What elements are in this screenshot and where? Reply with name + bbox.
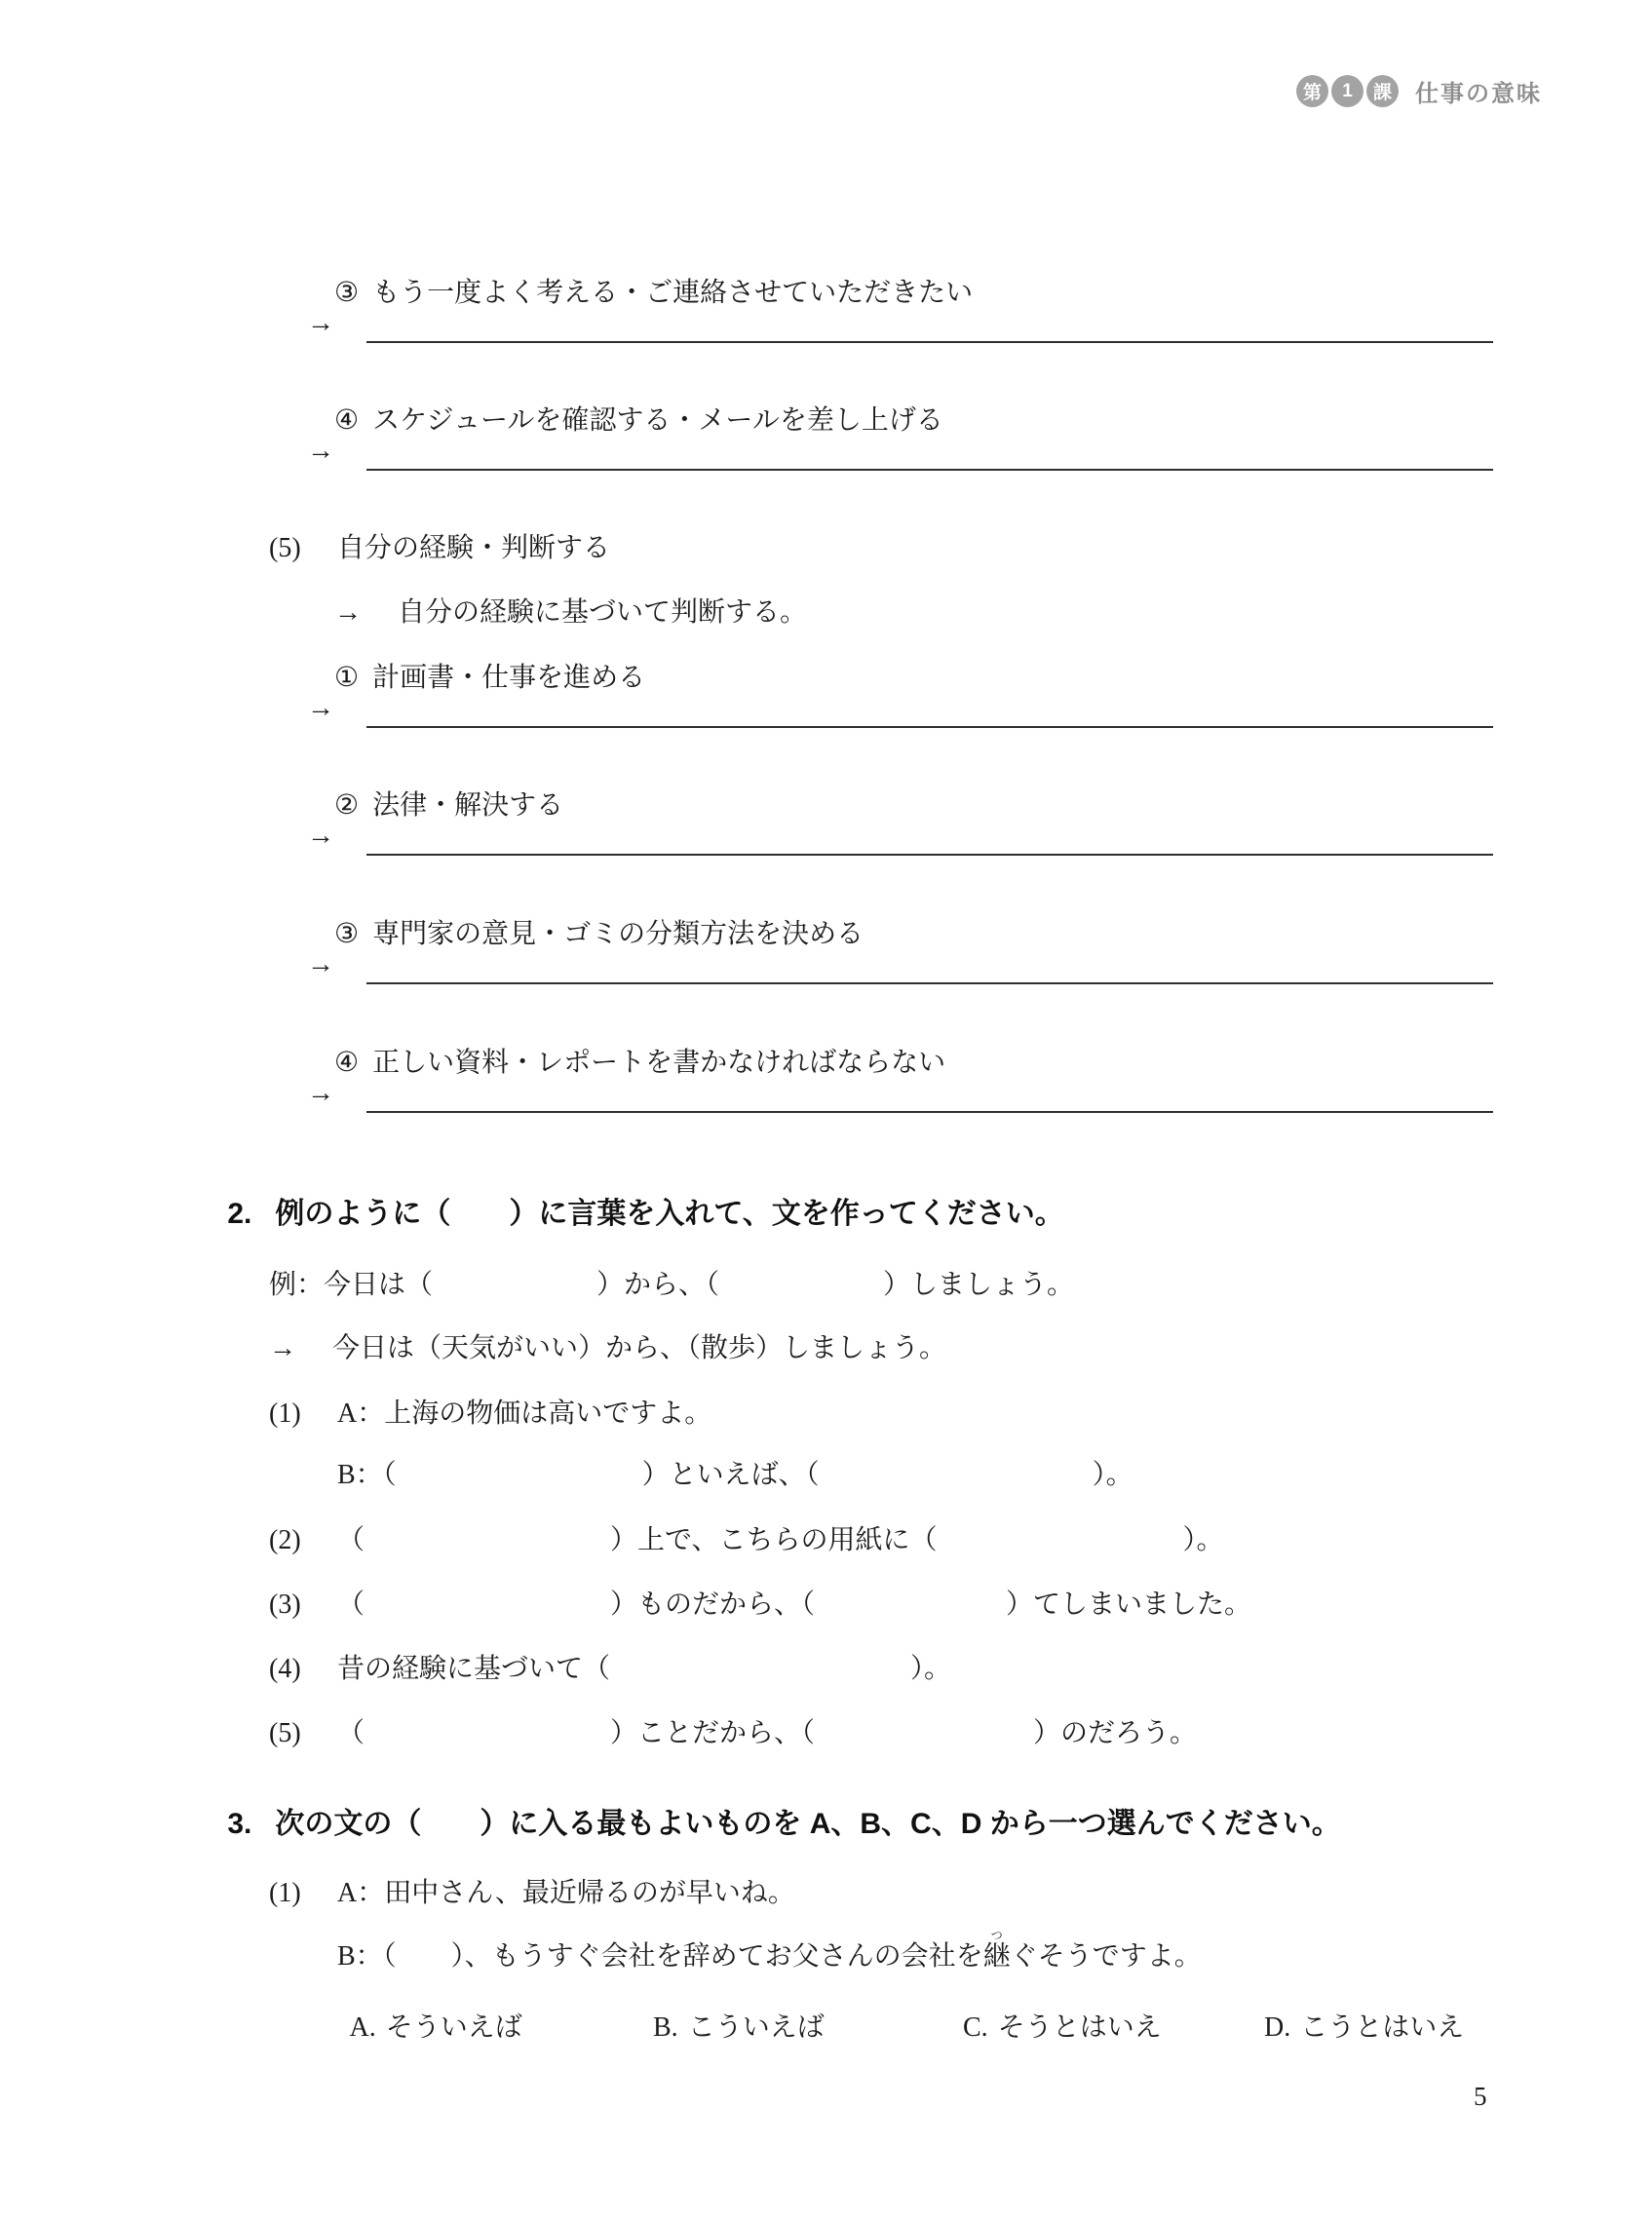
arrow-icon: →: [334, 596, 362, 628]
item-text: （ ）ことだから、（ ）のだろう。: [337, 1717, 1198, 1748]
item-number: ③: [334, 918, 360, 949]
item-label: (1): [269, 1877, 301, 1908]
answer-blank-line: [366, 824, 1493, 856]
item-number: ④: [334, 404, 360, 436]
arrow-icon: →: [307, 949, 334, 979]
arrow-icon: →: [307, 693, 334, 723]
s1-sub5-item4-answer-row: [307, 1078, 334, 1119]
s1-item4-answer-row: [307, 436, 334, 477]
item-number: ④: [334, 1047, 360, 1078]
arrow-icon: →: [307, 1078, 334, 1108]
answer-blank-line: [366, 1082, 1493, 1113]
chapter-badge-number: 1: [1331, 75, 1364, 107]
page-header: [1296, 74, 1542, 108]
item-text: 専門家の意見・ゴミの分類方法を決める: [372, 918, 864, 949]
arrow-icon: →: [307, 436, 334, 466]
page-number: 5: [1474, 2082, 1487, 2111]
example-question-text: 例：今日は（ ）から、（ ）しましょう。: [269, 1269, 1075, 1300]
furigana: つ: [982, 1928, 1011, 1942]
example-answer-text: 今日は（天気がいい）から、（散歩）しましょう。: [332, 1332, 947, 1363]
item-text: 計画書・仕事を進める: [372, 662, 646, 693]
option-key: D.: [1264, 2012, 1291, 2043]
item-number: ②: [334, 789, 360, 821]
chapter-badge-dai: 第: [1296, 75, 1328, 107]
ruby-kanji: [982, 1928, 1011, 1972]
option-text: こういえば: [687, 2012, 825, 2043]
option-d: [1223, 1974, 1464, 2076]
item-label: (5): [269, 532, 301, 563]
item-text: 昔の経験に基づいて（ ）。: [337, 1653, 952, 1684]
option-text: こうとはいえ: [1300, 2012, 1465, 2043]
item-text: B：（ ）といえば、（ ）。: [337, 1459, 1133, 1490]
option-c: [922, 1974, 1162, 2076]
answer-blank-line: [366, 697, 1493, 728]
option-key: C.: [963, 2012, 988, 2043]
item-label: (1): [269, 1398, 301, 1429]
arrow-icon: →: [269, 1332, 296, 1363]
item-text: A：田中さん、最近帰るのが早いね。: [337, 1877, 795, 1908]
item-text: A：上海の物価は高いですよ。: [337, 1398, 712, 1429]
item-number: ①: [334, 662, 360, 693]
section-title: 例のように（ ）に言葉を入れて、文を作ってください。: [275, 1198, 1064, 1230]
item-label: (3): [269, 1589, 301, 1620]
option-text: そういえば: [385, 2012, 522, 2043]
example-text: 自分の経験に基づいて判断する。: [398, 596, 808, 628]
option-key: B.: [653, 2012, 678, 2043]
item-text-post: ぐそうですよ。: [1010, 1940, 1202, 1972]
section-number: 3.: [227, 1808, 252, 1840]
s1-sub5-item2-answer-row: [307, 821, 334, 862]
chapter-title: 仕事の意味: [1415, 81, 1542, 107]
option-b: [612, 1974, 825, 2076]
item-label: (2): [269, 1524, 301, 1555]
s1-sub5-item3-answer-row: [307, 949, 334, 990]
item-number: ③: [334, 277, 360, 308]
item-label: (5): [269, 1717, 301, 1748]
item-text: 正しい資料・レポートを書かなければならない: [372, 1047, 946, 1078]
option-key: A.: [349, 2012, 376, 2043]
item-text: 法律・解決する: [372, 789, 564, 821]
item-text: もう一度よく考える・ご連絡させていただきたい: [372, 277, 974, 308]
answer-blank-line: [366, 312, 1493, 343]
item-text: スケジュールを確認する・メールを差し上げる: [372, 404, 943, 436]
item-text: （ ）上で、こちらの用紙に（ ）。: [337, 1524, 1224, 1555]
item-text-pre: B：（ ）、もうすぐ会社を辞めてお父さんの会社を: [337, 1940, 983, 1972]
chapter-badge-ka: 課: [1366, 75, 1399, 107]
answer-blank-line: [366, 440, 1493, 471]
option-a: [310, 1974, 522, 2076]
s1-sub5-item1-answer-row: [307, 693, 334, 734]
section-number: 2.: [227, 1198, 252, 1230]
arrow-icon: →: [307, 308, 334, 338]
item-text: （ ）ものだから、（ ）てしまいました。: [337, 1589, 1252, 1620]
section-title: 次の文の（ ）に入る最もよいものを A、B、C、D から一つ選んでください。: [275, 1808, 1341, 1840]
s1-item3-answer-row: [307, 308, 334, 349]
option-text: そうとはいえ: [997, 2012, 1162, 2043]
arrow-icon: →: [307, 821, 334, 851]
item-text: 自分の経験・判断する: [337, 532, 611, 563]
item-label: (4): [269, 1653, 301, 1684]
answer-blank-line: [366, 953, 1493, 984]
ruby-base: 継: [982, 1940, 1011, 1972]
